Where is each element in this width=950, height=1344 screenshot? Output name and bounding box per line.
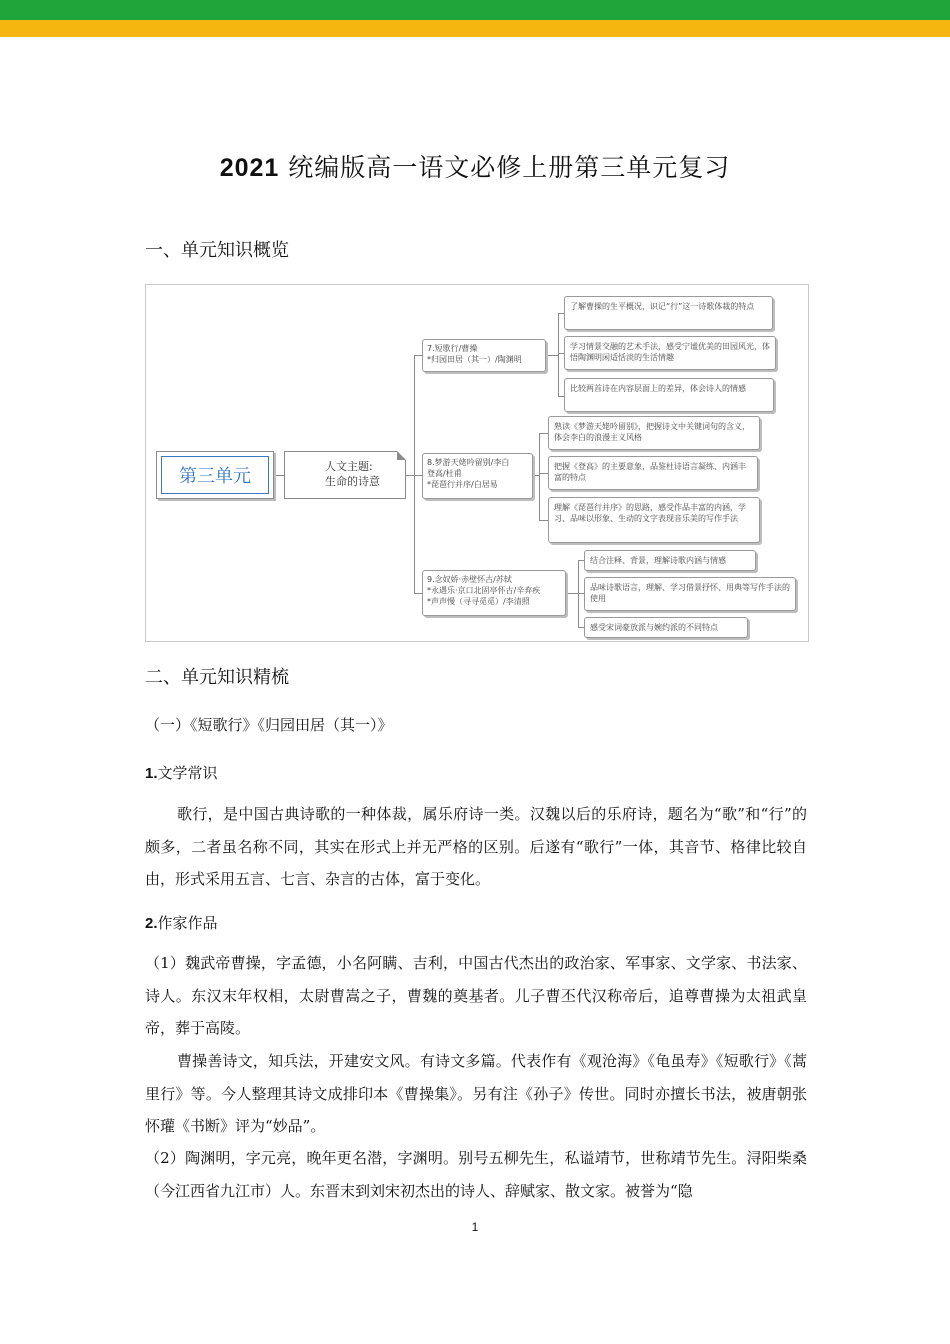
theme-line2: 生命的诗意 [325, 475, 380, 488]
branch-8-line2: 登高/杜甫 [427, 469, 462, 478]
mind-map-theme [284, 451, 406, 499]
header-orange-bar [0, 20, 950, 37]
branch-9-line3: *声声慢（寻寻觅觅）/李清照 [427, 597, 530, 606]
branch-9-line2: *永遇乐·京口北固亭怀古/辛弃疾 [427, 586, 541, 595]
item-label: 文学常识 [157, 764, 218, 782]
theme-line1: 人文主题: [325, 460, 373, 473]
connector [406, 475, 414, 476]
mind-map-branch-7 [422, 339, 546, 372]
paragraph: 歌行，是中国古典诗歌的一种体裁，属乐府诗一类。汉魏以后的乐府诗，题名为“歌”和“行”的颇多，二者虽名称不同，其实在形式上并无严格的区别。后遂有“歌行”一体，其音节、格律比较自由，形式采用五言、七言、杂言的古体，富于变化。 [145, 805, 807, 888]
title-text: 统编版高一语文必修上册第三单元复习 [288, 153, 731, 182]
item-number: 1. [145, 765, 158, 782]
connector [546, 355, 558, 356]
mind-map-leaf: 品味诗歌语言，理解、学习借景抒怀、用典等写作手法的使用 [584, 577, 796, 611]
section-heading-overview: 一、单元知识概览 [145, 240, 289, 261]
paragraph: （1）魏武帝曹操，字孟德，小名阿瞒、吉利，中国古代杰出的政治家、军事家、文学家、书法家、诗人。东汉末年权相，太尉曹嵩之子，曹魏的奠基者。儿子曹丕代汉称帝后，追尊曹操为太祖武皇帝，葬于高陵。 [145, 954, 807, 1037]
branch-9-line1: 9.念奴娇·赤壁怀古/苏轼 [427, 575, 512, 584]
branch-8-line1: 8.梦游天姥吟留别/李白 [427, 458, 510, 467]
connector [539, 520, 548, 521]
mind-map-root-label: 第三单元 [161, 456, 269, 494]
paragraph: （2）陶渊明，字元亮，晚年更名潜，字渊明。别号五柳先生，私谥靖节，世称靖节先生。浔阳柴桑（今江西省九江市）人。东晋末到刘宋初杰出的诗人、辞赋家、散文家。被誉为“隐 [145, 1149, 807, 1200]
item-heading-authors-works [145, 912, 218, 933]
note-fold-corner [397, 451, 406, 460]
branch-7-line1: 7.短歌行/曹操 [427, 344, 478, 353]
mind-map-root [156, 451, 274, 499]
header-green-bar [0, 0, 950, 20]
mind-map-branch-8 [422, 453, 533, 499]
connector [578, 560, 579, 628]
item-label: 作家作品 [157, 914, 218, 932]
connector [539, 433, 540, 521]
mind-map [145, 284, 809, 642]
mind-map-leaf: 学习情景交融的艺术手法，感受宁谧优美的田园风光，体悟陶渊明闲适恬淡的生活情趣 [564, 336, 776, 370]
connector [414, 475, 422, 476]
mind-map-branch-9 [422, 570, 566, 616]
connector [414, 355, 415, 593]
connector [539, 433, 548, 434]
mind-map-leaf: 比较两首诗在内容层面上的差异，体会诗人的情感 [564, 378, 774, 412]
mind-map-leaf: 理解《琵琶行并序》的思路，感受作品丰富的内涵，学习、品味以形象、生动的文字表现音乐美的写作手法 [548, 497, 760, 543]
page-number: 1 [471, 1220, 479, 1234]
title-year: 2021 [219, 154, 280, 182]
mind-map-leaf: 结合注释、背景，理解诗歌内涵与情感 [584, 550, 756, 571]
mind-map-leaf: 感受宋词豪放派与婉约派的不同特点 [584, 617, 748, 638]
mind-map-leaf: 熟读《梦游天姥吟留别》，把握诗文中关键词句的含义，体会李白的浪漫主义风格 [548, 416, 760, 450]
item-heading-literary-knowledge [145, 762, 218, 783]
paragraph: 曹操善诗文，知兵法，开建安文风。有诗文多篇。代表作有《观沧海》《龟虽寿》《短歌行》《蒿里行》等。今人整理其诗文成排印本《曹操集》。另有注《孙子》传世。同时亦擅长书法，被唐朝张怀瓘《书断》评为“妙品”。 [145, 1052, 807, 1135]
connector [558, 313, 559, 397]
connector [414, 593, 422, 594]
branch-7-line2: *归园田居（其一）/陶渊明 [427, 355, 522, 364]
connector [274, 475, 284, 476]
branch-8-line3: *琵琶行并序/白居易 [427, 480, 498, 489]
connector [414, 355, 422, 356]
subsection-heading: （一）《短歌行》《归园田居（其一）》 [145, 716, 393, 734]
connector [566, 593, 578, 594]
item-number: 2. [145, 915, 158, 932]
connector [539, 473, 548, 474]
mind-map-leaf: 把握《登高》的主要意象，品鉴杜诗语言凝练、内涵丰富的特点 [548, 456, 758, 490]
mind-map-leaf: 了解曹操的生平概况，识记“行”这一诗歌体裁的特点 [564, 296, 773, 330]
page-title [0, 148, 950, 184]
section-heading-details: 二、单元知识精梳 [145, 667, 289, 688]
